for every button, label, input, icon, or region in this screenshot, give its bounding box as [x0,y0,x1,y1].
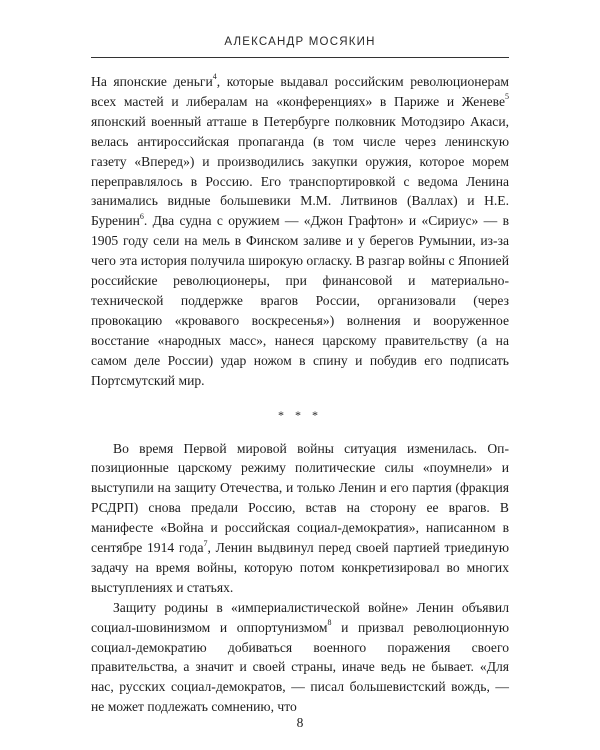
footnote-ref: 8 [327,618,332,628]
running-head: АЛЕКСАНДР МОСЯКИН [224,36,376,48]
text-run: Защиту родины в «империалистической войне» Ленин объявил социал-шовинизмом и оппортунизмом [91,599,509,635]
body-text [91,72,509,717]
paragraph [91,72,509,391]
paragraph [91,439,509,598]
page-number: 8 [296,715,304,730]
footnote-ref: 7 [203,538,208,548]
text-run: На японские деньги [91,74,213,89]
text-run: Во время Первой мировой войны ситуация изменилась. Оппозиционные царскому режиму политические силы «поумнели» и выступили на защиту Отечества, и только Ленин и его партия (фракция РСДРП) снова предали Россию, встав на сторону ее врагов. В манифесте «Война и российская социал-демократия», написанном в сентябре 1914 года [91,440,509,556]
footnote-ref: 4 [212,72,217,82]
text-run: . Два судна с оружием — «Джон Графтон» и «Сириус» — в 1905 году сели на мель в Финском заливе и у берегов Румынии, из-за чего эта история получила широкую огласку. В разгар войны с Японией российские революционеры, при финансовой и материально-технической поддержке врагов России, организовали (через провокацию «кровавого воскресенья») волнения и вооруженное восстание «народных масс», нанеся царскому правительству (а на самом деле России) удар ножом в спину и побудив его подписать Портсмутский мир. [91,213,509,388]
footnote-ref: 6 [139,211,144,221]
footnote-ref: 5 [505,92,509,102]
text-run: , Ленин выдвинул перед своей партией триединую задачу на время войны, которую потом конкретизировал во многих выступлениях и статьях. [91,540,509,595]
header-rule [91,57,509,58]
text-run: японский военный атташе в Петербурге полковник Мотодзиро Акаси, велась антироссийская пропаганда (в том числе через ленинскую газету «Вперед») и производились закупки оружия, которое морем переправлялось в Россию. Его транспортировкой с ведома Ленина занимались видные большевики М.М. Литвинов (Валлах) и Н.Е. Буренин [91,113,509,229]
text-run: и призвал революционную социал-демократию добиваться военного поражения своего правительства, а значит и своей страны, иначе ведь не бывает. «Для нас, русских социал-демократов, — писал большевистский вождь, — не может подлежать сомнению, что [91,619,509,715]
paragraph [91,598,509,717]
section-separator: * * * [278,407,322,422]
text-run: , которые выдавал российским революционерам всех мастей и либералам на «конференциях» в Париже и Женеве [91,74,509,109]
